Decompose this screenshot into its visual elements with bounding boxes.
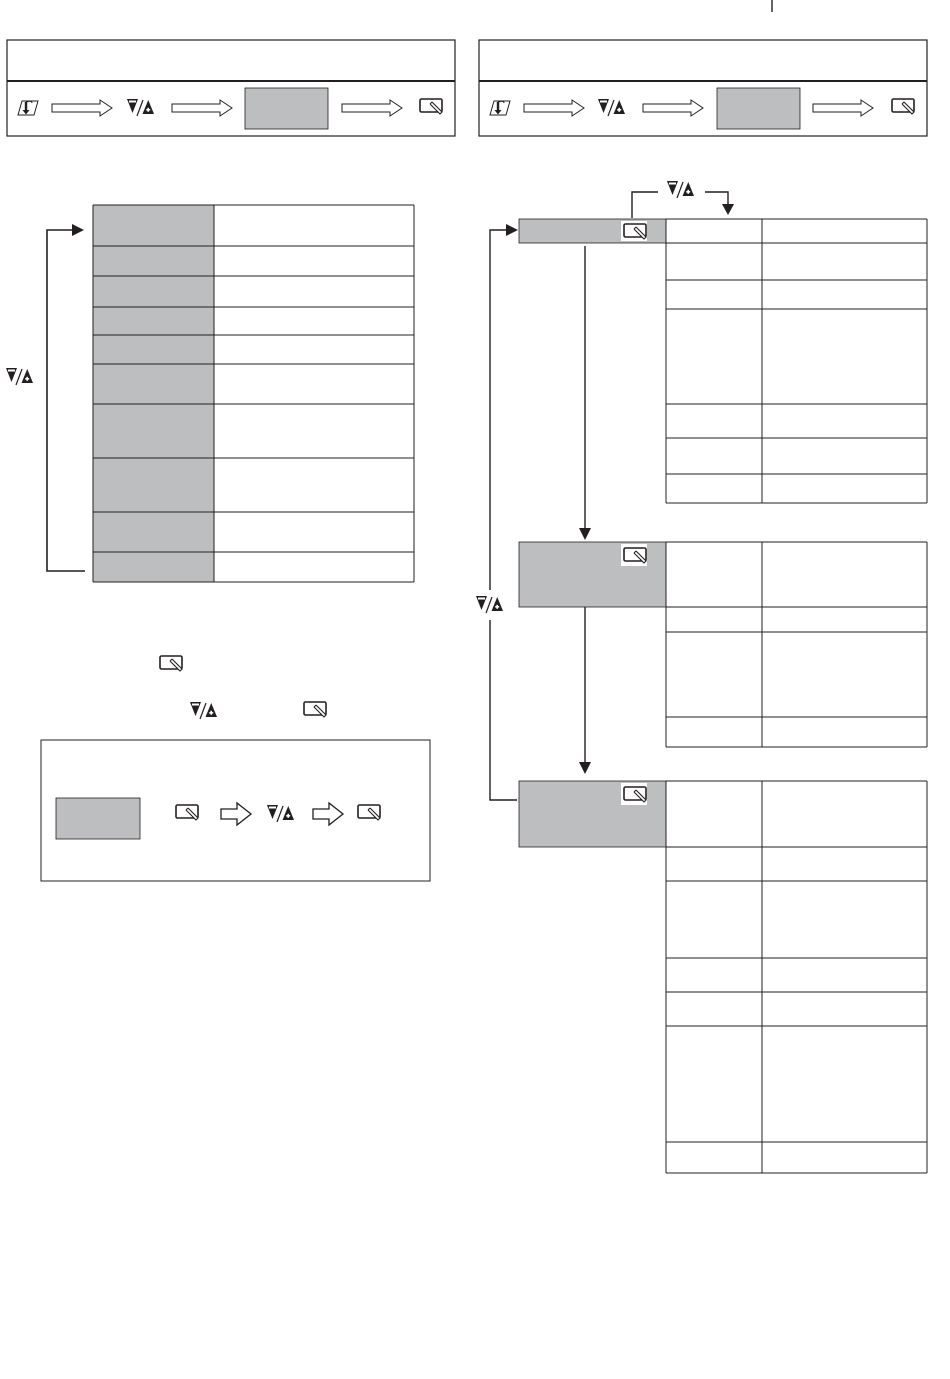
down-up-keys-icon [190, 702, 217, 719]
enter-key-icon [624, 548, 646, 563]
loop-arrowhead [72, 224, 84, 236]
enter-key-icon [892, 99, 914, 114]
enter-key-icon [624, 787, 646, 802]
left-header-panel [7, 40, 455, 136]
example-box [41, 740, 430, 881]
loop-bracket [47, 230, 85, 571]
enter-key-icon [176, 805, 198, 820]
back-enter-icon [490, 101, 510, 115]
back-enter-icon [18, 101, 38, 115]
down-up-keys-icon [476, 596, 503, 613]
down-up-keys-icon [6, 368, 33, 385]
display-box [717, 88, 800, 129]
enter-key-icon [160, 656, 182, 671]
display-box [245, 88, 328, 129]
right-menu-tree [476, 181, 927, 1173]
loop-bracket [490, 620, 517, 800]
right-header-panel [479, 40, 927, 136]
down-up-keys-icon [667, 181, 694, 198]
enter-key-icon [304, 702, 326, 717]
enter-key-icon [624, 224, 646, 239]
enter-key-icon [358, 805, 380, 820]
enter-key-icon [420, 99, 442, 114]
left-parameter-table [6, 205, 414, 582]
display-box [56, 798, 140, 839]
